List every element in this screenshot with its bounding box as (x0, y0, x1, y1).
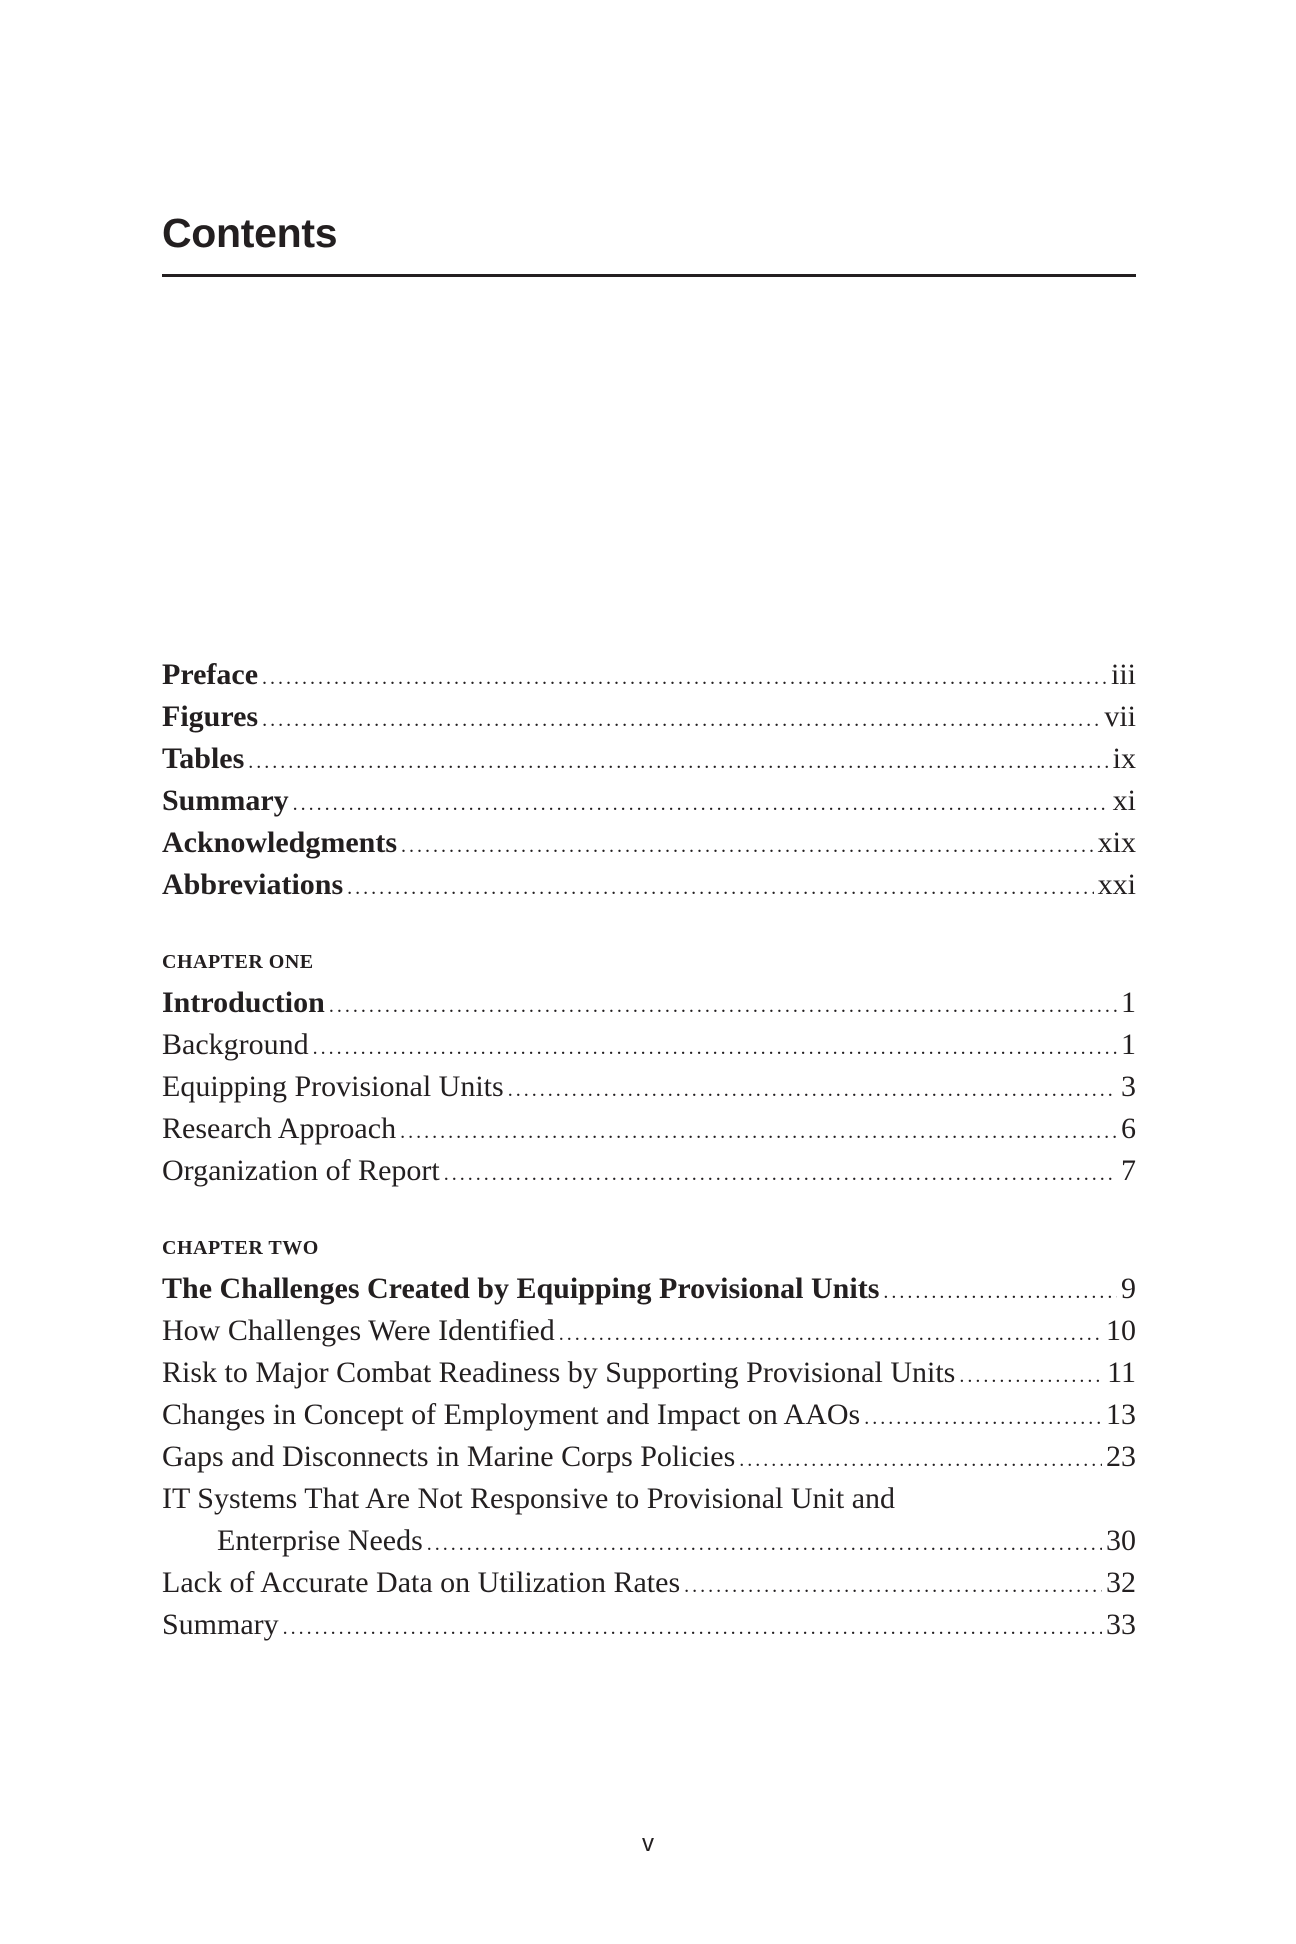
toc-entry-label: Gaps and Disconnects in Marine Corps Policies (162, 1440, 736, 1473)
toc-entry-summary[interactable] (162, 780, 1136, 822)
toc-entry-page: 6 (1121, 1112, 1136, 1145)
toc-entry-label-continuation: Enterprise Needs (217, 1524, 423, 1557)
dot-leader (347, 867, 1094, 909)
dot-leader (508, 1069, 1117, 1111)
toc-entry-preface[interactable] (162, 654, 1136, 696)
toc-entry-page: vii (1104, 700, 1136, 733)
chapter-label: CHAPTER TWO (162, 1237, 319, 1259)
toc-section-entry[interactable] (162, 1352, 1136, 1394)
toc-entry-page: 33 (1106, 1608, 1136, 1641)
dot-leader (864, 1397, 1102, 1439)
dot-leader (293, 783, 1109, 825)
toc-entry-acknowledgments[interactable] (162, 822, 1136, 864)
dot-leader (329, 985, 1117, 1027)
toc-chapter-title[interactable] (162, 982, 1136, 1024)
toc-section-entry[interactable] (162, 1066, 1136, 1108)
dot-leader (883, 1271, 1117, 1313)
toc-entry-label: Acknowledgments (162, 826, 398, 859)
toc-section-entry[interactable] (162, 1310, 1136, 1352)
toc-section-entry[interactable] (162, 1604, 1136, 1646)
title-rule (162, 274, 1136, 277)
toc-section-entry[interactable] (162, 1562, 1136, 1604)
dot-leader (559, 1313, 1102, 1355)
toc-entry-label: Tables (162, 742, 245, 775)
toc-section-entry[interactable] (162, 1436, 1136, 1478)
toc-entry-page: 11 (1107, 1356, 1136, 1389)
dot-leader (400, 1111, 1117, 1153)
toc-section-entry[interactable] (162, 1394, 1136, 1436)
dot-leader (262, 699, 1100, 741)
dot-leader (427, 1523, 1102, 1565)
toc-chapter-title[interactable] (162, 1268, 1136, 1310)
toc-entry-page: 9 (1121, 1272, 1136, 1305)
toc-entry-page: xix (1097, 826, 1136, 859)
toc-section-entry[interactable] (162, 1150, 1136, 1192)
toc-entry-label: The Challenges Created by Equipping Provisional Units (162, 1272, 880, 1305)
toc-entry-label: Figures (162, 700, 259, 733)
toc-entry-label: Preface (162, 658, 259, 691)
dot-leader (283, 1607, 1102, 1649)
toc-entry-label: How Challenges Were Identified (162, 1314, 555, 1347)
toc-entry-page: 3 (1121, 1070, 1136, 1103)
page-title: Contents (162, 210, 338, 256)
dot-leader (313, 1027, 1117, 1069)
toc-section-entry-continuation[interactable] (162, 1520, 1136, 1562)
toc-entry-page: 10 (1106, 1314, 1136, 1347)
toc-entry-page: 7 (1121, 1154, 1136, 1187)
toc-section-entry[interactable] (162, 1024, 1136, 1066)
toc-entry-label: Summary (162, 1608, 279, 1641)
dot-leader (739, 1439, 1102, 1481)
toc-section-entry[interactable] (162, 1108, 1136, 1150)
toc-entry-label: Summary (162, 784, 289, 817)
dot-leader (248, 741, 1108, 783)
toc-entry-page: 1 (1121, 1028, 1136, 1061)
toc-entry-label: Equipping Provisional Units (162, 1070, 504, 1103)
toc-entry-page: 23 (1106, 1440, 1136, 1473)
toc-section-entry-first-line[interactable] (162, 1478, 1136, 1520)
toc-entry-label: Organization of Report (162, 1154, 440, 1187)
toc-entry-label: Abbreviations (162, 868, 344, 901)
dot-leader (401, 825, 1094, 867)
toc-entry-page: 30 (1106, 1524, 1136, 1557)
dot-leader (262, 657, 1107, 699)
toc-entry-label: Changes in Concept of Employment and Impact on AAOs (162, 1398, 861, 1431)
toc-entry-page: ix (1112, 742, 1136, 775)
toc-entry-abbreviations[interactable] (162, 864, 1136, 906)
toc-entry-label: IT Systems That Are Not Responsive to Provisional Unit and (162, 1482, 896, 1515)
toc-entry-tables[interactable] (162, 738, 1136, 780)
toc-entry-page: 13 (1106, 1398, 1136, 1431)
toc-entry-label: Research Approach (162, 1112, 397, 1145)
toc-entry-label: Lack of Accurate Data on Utilization Rates (162, 1566, 681, 1599)
toc-entry-page: xxi (1097, 868, 1136, 901)
toc-entry-label: Background (162, 1028, 309, 1061)
chapter-label: CHAPTER ONE (162, 951, 314, 973)
toc-entry-page: 32 (1106, 1566, 1136, 1599)
dot-leader (684, 1565, 1102, 1607)
toc-entry-label: Risk to Major Combat Readiness by Supporting Provisional Units (162, 1356, 956, 1389)
toc-entry-figures[interactable] (162, 696, 1136, 738)
dot-leader (444, 1153, 1117, 1195)
toc-entry-label: Introduction (162, 986, 325, 1019)
dot-leader (959, 1355, 1103, 1397)
toc-entry-page: xi (1112, 784, 1136, 817)
toc-entry-page: 1 (1121, 986, 1136, 1019)
page-number: v (642, 1830, 654, 1857)
table-of-contents (162, 654, 1136, 1646)
toc-entry-page: iii (1110, 658, 1136, 691)
